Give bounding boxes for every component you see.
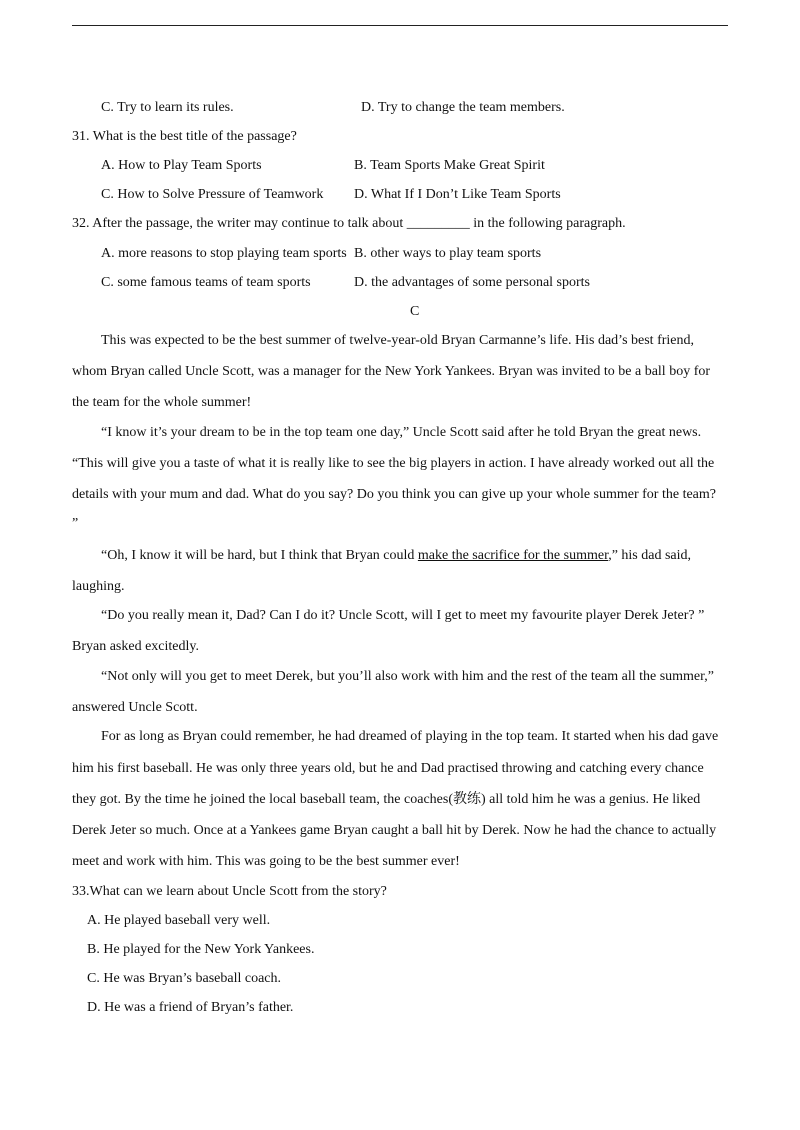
passage-line: “I know it’s your dream to be in the top team one day,” Uncle Scott said after he told Bryan the great news. [101, 425, 702, 440]
q31-option-c: C. How to Solve Pressure of Teamwork [101, 187, 324, 202]
q31-option-d: D. What If I Don’t Like Team Sports [354, 187, 561, 202]
passage-text: ,” his dad said, [608, 548, 692, 563]
passage-line: Derek Jeter so much. Once at a Yankees game Bryan caught a ball hit by Derek. Now he had the chance to actually [72, 823, 717, 838]
passage-line: meet and work with him. This was going to be the best summer ever! [72, 854, 460, 869]
passage-line [101, 547, 691, 565]
passage-line: Bryan asked excitedly. [72, 639, 199, 654]
passage-line: This was expected to be the best summer of twelve-year-old Bryan Carmanne’s life. His dad’s best friend, [101, 333, 694, 348]
header-rule [72, 25, 728, 26]
q32-stem: 32. After the passage, the writer may continue to talk about _________ in the following paragraph. [72, 216, 626, 231]
passage-line: whom Bryan called Uncle Scott, was a manager for the New York Yankees. Bryan was invited to be a ball boy for [72, 364, 711, 379]
passage-line: the team for the whole summer! [72, 395, 252, 410]
q32-option-d: D. the advantages of some personal sports [354, 275, 590, 290]
q31-option-b: B. Team Sports Make Great Spirit [354, 158, 545, 173]
q33-option-a: A. He played baseball very well. [87, 913, 271, 928]
q31-option-a: A. How to Play Team Sports [101, 158, 262, 173]
q32-option-b: B. other ways to play team sports [354, 246, 542, 261]
passage-line: details with your mum and dad. What do you say? Do you think you can give up your whole summer for the team? [72, 487, 716, 502]
q32-option-a: A. more reasons to stop playing team sports [101, 246, 347, 261]
q30-option-d: D. Try to change the team members. [361, 100, 565, 115]
passage-line: answered Uncle Scott. [72, 700, 198, 715]
section-label: C [410, 304, 420, 319]
q33-option-c: C. He was Bryan’s baseball coach. [87, 971, 281, 986]
q33-option-b: B. He played for the New York Yankees. [87, 942, 315, 957]
underlined-phrase: make the sacrifice for the summer [417, 548, 609, 563]
q33-option-d: D. He was a friend of Bryan’s father. [87, 1000, 294, 1015]
passage-line: For as long as Bryan could remember, he had dreamed of playing in the top team. It started when his dad gave [101, 729, 719, 744]
passage-line: “This will give you a taste of what it is really like to see the big players in action. I have already worked out all the [72, 456, 715, 471]
q30-option-c: C. Try to learn its rules. [101, 100, 234, 115]
passage-line: “Not only will you get to meet Derek, but you’ll also work with him and the rest of the team all the summer,” [101, 669, 714, 684]
passage-text: “Oh, I know it will be hard, but I think that Bryan could [101, 548, 418, 563]
passage-line: they got. By the time he joined the local baseball team, the coaches(教练) all told him he was a genius. He liked [72, 792, 701, 807]
q32-option-c: C. some famous teams of team sports [101, 275, 311, 290]
q33-stem: 33.What can we learn about Uncle Scott from the story? [72, 884, 387, 899]
passage-line: laughing. [72, 579, 125, 594]
passage-line: ” [72, 516, 79, 531]
q31-stem: 31. What is the best title of the passage? [72, 129, 297, 144]
passage-line: “Do you really mean it, Dad? Can I do it? Uncle Scott, will I get to meet my favourite player Derek Jeter? ” [101, 608, 705, 623]
passage-line: him his first baseball. He was only three years old, but he and Dad practised throwing and catching every chance [72, 761, 704, 776]
